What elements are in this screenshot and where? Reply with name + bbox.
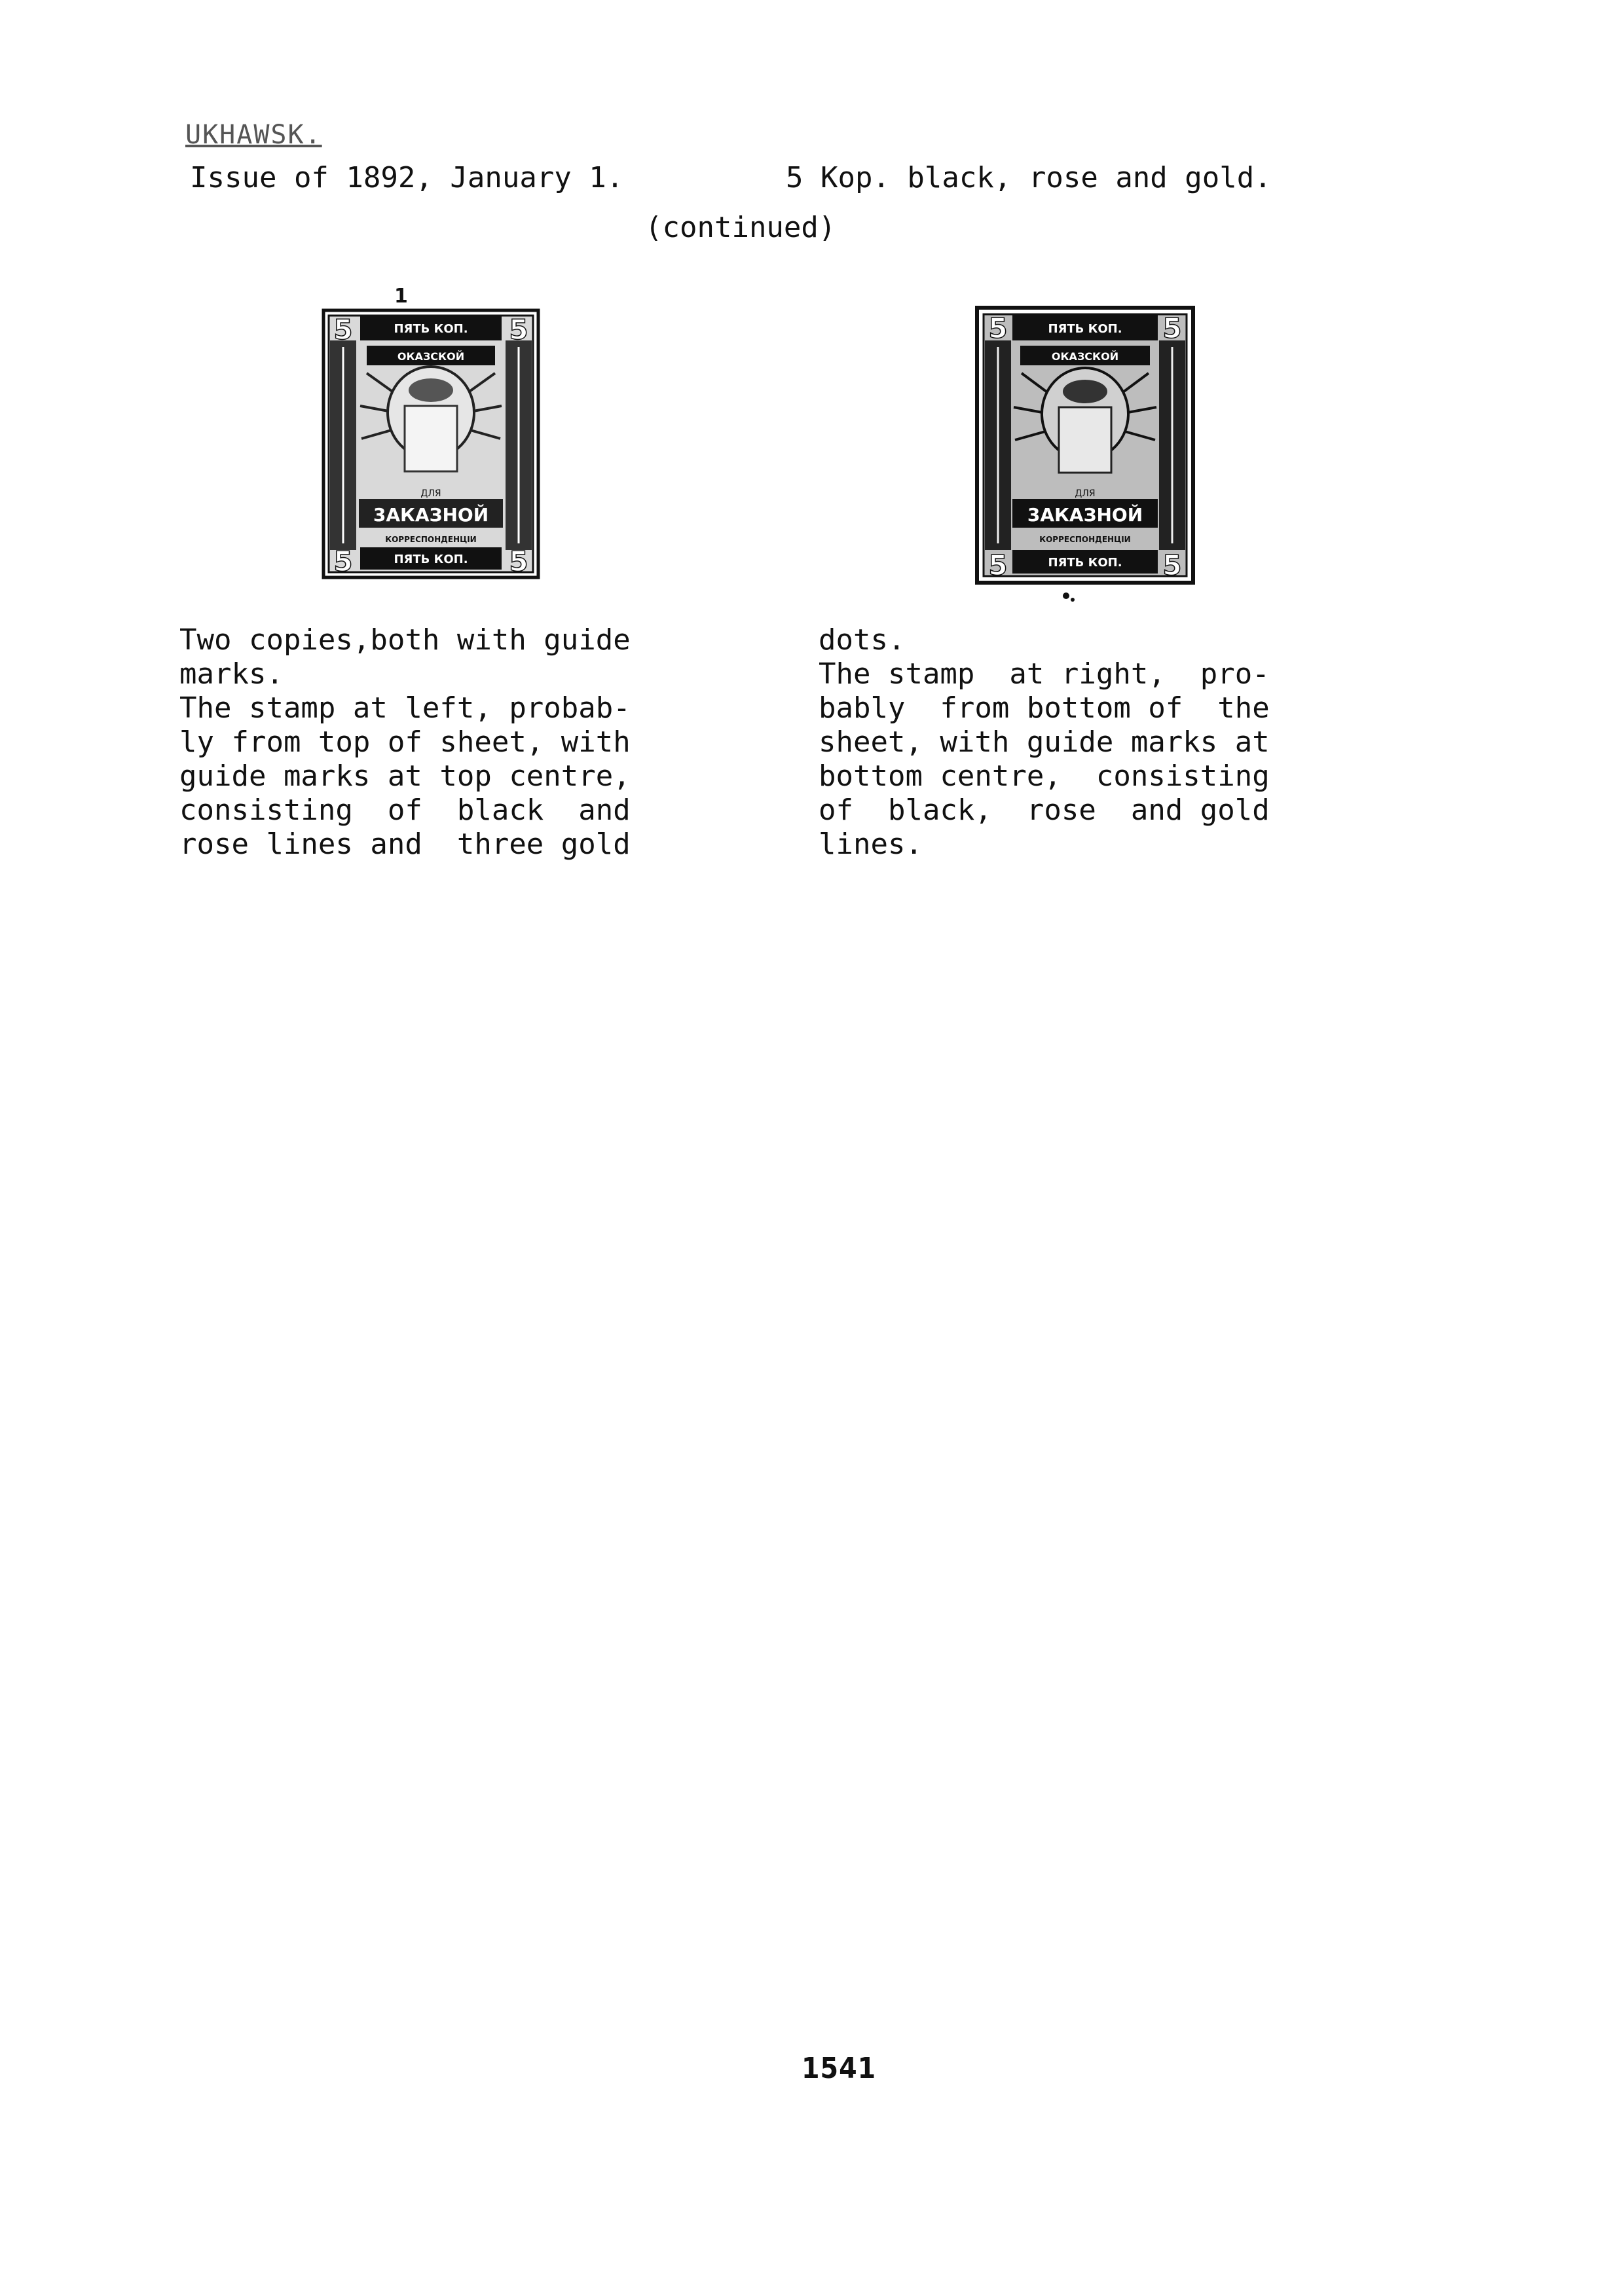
- issue-date: Issue of 1892, January 1.: [190, 161, 624, 194]
- text-line: bably from bottom of the: [819, 691, 1270, 725]
- text-line: dots.: [819, 623, 906, 657]
- text-line: rose lines and three gold: [179, 828, 631, 861]
- country-heading: UKHAWSK.: [185, 120, 322, 150]
- stamp-main-text: 3АКАЗНОЙ: [1027, 504, 1143, 526]
- text-line: ly from top of sheet, with: [179, 725, 631, 759]
- stamp-region-text: ОКАЗСКОЙ: [397, 350, 465, 363]
- text-line: marks.: [179, 657, 284, 691]
- text-line: bottom centre, consisting: [819, 759, 1270, 793]
- stamp-top-text: ПЯТЬ КОП.: [394, 322, 468, 336]
- stamp-main-text: 3АКАЗНОЙ: [373, 504, 489, 526]
- corner-digit: 5: [988, 549, 1008, 581]
- stamp-bottom-text: ПЯТЬ КОП.: [394, 553, 468, 566]
- corner-digit: 5: [333, 314, 353, 346]
- corner-digit: 5: [509, 545, 528, 577]
- description-left-column: [179, 623, 631, 862]
- guide-mark-label: 1: [394, 288, 408, 308]
- stamp-mid-text: ДЛЯ: [420, 488, 441, 499]
- text-line: lines.: [819, 828, 923, 861]
- stamp-bottom-text: ПЯТЬ КОП.: [1048, 556, 1122, 570]
- stamp-right-image: [974, 305, 1197, 609]
- page-number: 1541: [802, 2052, 877, 2085]
- text-line: of black, rose and gold: [819, 793, 1270, 827]
- corner-digit: 5: [1162, 549, 1182, 581]
- stamp-left-image: [321, 288, 550, 585]
- stamp-sub-text: КОРРЕСПОНДЕНЦІИ: [1039, 535, 1131, 544]
- corner-digit: 5: [509, 314, 528, 346]
- text-line: Two copies,both with guide: [179, 623, 631, 657]
- corner-digit: 5: [988, 312, 1008, 344]
- text-line: guide marks at top centre,: [179, 759, 631, 793]
- text-line: The stamp at right, pro-: [819, 657, 1270, 691]
- stamp-sub-text: КОРРЕСПОНДЕНЦІИ: [385, 535, 477, 544]
- description-right-column: [819, 623, 1270, 862]
- text-line: consisting of black and: [179, 793, 631, 827]
- stamp-mid-text: ДЛЯ: [1075, 488, 1096, 499]
- corner-digit: 5: [333, 545, 353, 577]
- corner-digit: 5: [1162, 312, 1182, 344]
- stamp-value: 5 Kop. black, rose and gold.: [786, 161, 1272, 194]
- text-line: sheet, with guide marks at: [819, 725, 1270, 759]
- continued-label: (continued): [645, 211, 836, 244]
- stamp-top-text: ПЯТЬ КОП.: [1048, 322, 1122, 336]
- text-line: The stamp at left, probab-: [179, 691, 631, 725]
- stamp-region-text: ОКАЗСКОЙ: [1051, 350, 1119, 363]
